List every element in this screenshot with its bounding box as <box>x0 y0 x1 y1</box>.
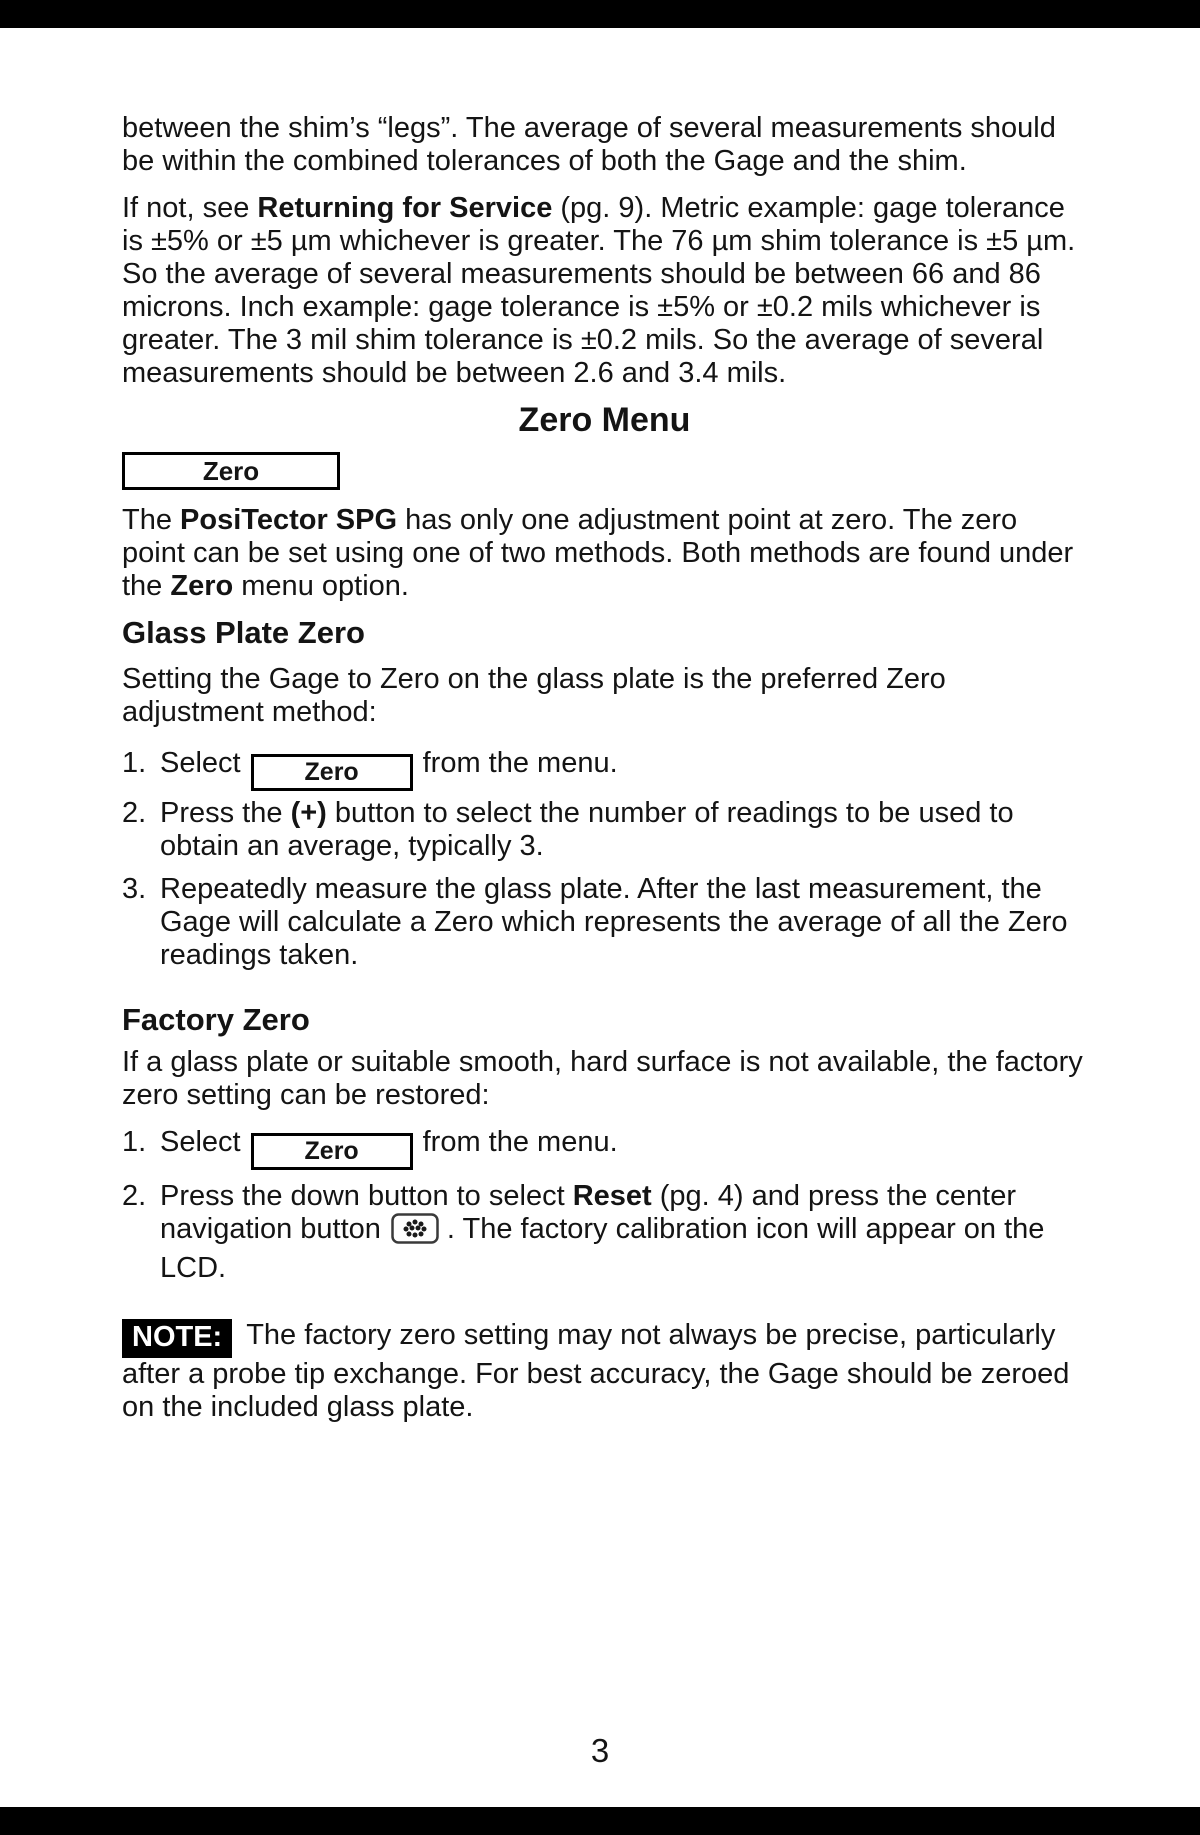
paragraph-glass-plate-intro: Setting the Gage to Zero on the glass plate is the preferred Zero adjustment method: <box>122 663 946 728</box>
text-segment: from the menu. <box>422 1126 618 1158</box>
text-bold-reset: Reset <box>572 1180 652 1212</box>
center-nav-button-icon <box>391 1213 439 1252</box>
paragraph-factory-zero-intro: If a glass plate or suitable smooth, hard surface is not available, the factory zero setting can be restored: <box>122 1046 1083 1111</box>
text-segment: (pg. 4) and press the center navigation button <box>160 1180 1016 1245</box>
list-item-glass-step-1 <box>122 747 1087 791</box>
text-bold-zero: Zero <box>170 570 234 602</box>
list-item-text <box>160 1126 1087 1170</box>
paragraph-shim-tolerance: between the shim’s “legs”. The average of several measurements should be within the combined tolerances of both the Gage and the shim. <box>122 112 1056 177</box>
list-number: 2. <box>122 1180 147 1212</box>
section-title-zero-menu: Zero Menu <box>518 401 691 439</box>
note-paragraph <box>122 1319 1087 1424</box>
list-number: 2. <box>122 797 147 829</box>
zero-menu-button: Zero <box>251 1133 413 1170</box>
text-segment: The factory zero setting may not always be precise, particularly after a probe tip exchange. For best accuracy, the Gage should be zeroed on the included glass plate. <box>122 1319 1070 1423</box>
text-bold-positector-spg: PosiTector SPG <box>180 504 398 536</box>
note-badge: NOTE: <box>122 1319 232 1358</box>
list-number: 1. <box>122 1126 147 1158</box>
heading-factory-zero: Factory Zero <box>122 1002 310 1037</box>
text-segment: The <box>122 504 181 536</box>
paragraph-returning-service <box>122 192 1087 390</box>
text-segment: Select <box>160 747 241 779</box>
list-item-factory-step-1 <box>122 1126 1087 1170</box>
list-item-text <box>160 747 1087 791</box>
list-item-glass-step-3 <box>122 873 1087 972</box>
bottom-border-bar <box>0 1807 1200 1835</box>
text-segment: (pg. 9). Metric example: gage tolerance is ±5% or ±5 µm whichever is greater. The 76 µm shim tolerance is ±5 µm. So the average of several measurements should be between 66 and 86 microns. Inch example: gage tolerance is ±5% or ±0.2 mils whichever is greater. The 3 mil shim tolerance is ±0.2 mils. So the average of several measurements should be between 2.6 and 3.4 mils. <box>122 192 1076 389</box>
page-number: 3 <box>590 1732 610 1769</box>
text-segment: Press the down button to select <box>160 1180 573 1212</box>
text-segment: . The factory calibration icon will appear on the LCD. <box>160 1213 1045 1284</box>
list-number: 1. <box>122 747 147 779</box>
list-item-factory-step-2 <box>122 1180 1087 1285</box>
zero-menu-button: Zero <box>251 754 413 791</box>
heading-glass-plate-zero: Glass Plate Zero <box>122 615 365 650</box>
text-bold-returning-for-service: Returning for Service <box>257 192 553 224</box>
paragraph-zero-adjustment <box>122 504 1087 603</box>
text-segment: from the menu. <box>422 747 618 779</box>
text-segment: Repeatedly measure the glass plate. After the last measurement, the Gage will calculate a Zero which represents the average of all the Zero readings taken. <box>160 873 1068 971</box>
list-item-text <box>160 1180 1087 1285</box>
list-number: 3. <box>122 873 147 905</box>
zero-menu-box: Zero <box>122 452 340 490</box>
document-content <box>122 0 1087 1436</box>
list-item-glass-step-2 <box>122 797 1087 863</box>
list-item-text <box>160 873 1087 972</box>
text-segment: button to select the number of readings to be used to obtain an average, typically 3. <box>160 797 1014 862</box>
text-segment: has only one adjustment point at zero. The zero point can be set using one of two methods. Both methods are found under the <box>122 504 1074 602</box>
text-bold-plus-button: (+) <box>290 797 327 829</box>
text-segment: If not, see <box>122 192 258 224</box>
text-segment: Press the <box>160 797 291 829</box>
list-item-text <box>160 797 1087 863</box>
text-segment: menu option. <box>233 570 409 602</box>
text-segment: Select <box>160 1126 241 1158</box>
